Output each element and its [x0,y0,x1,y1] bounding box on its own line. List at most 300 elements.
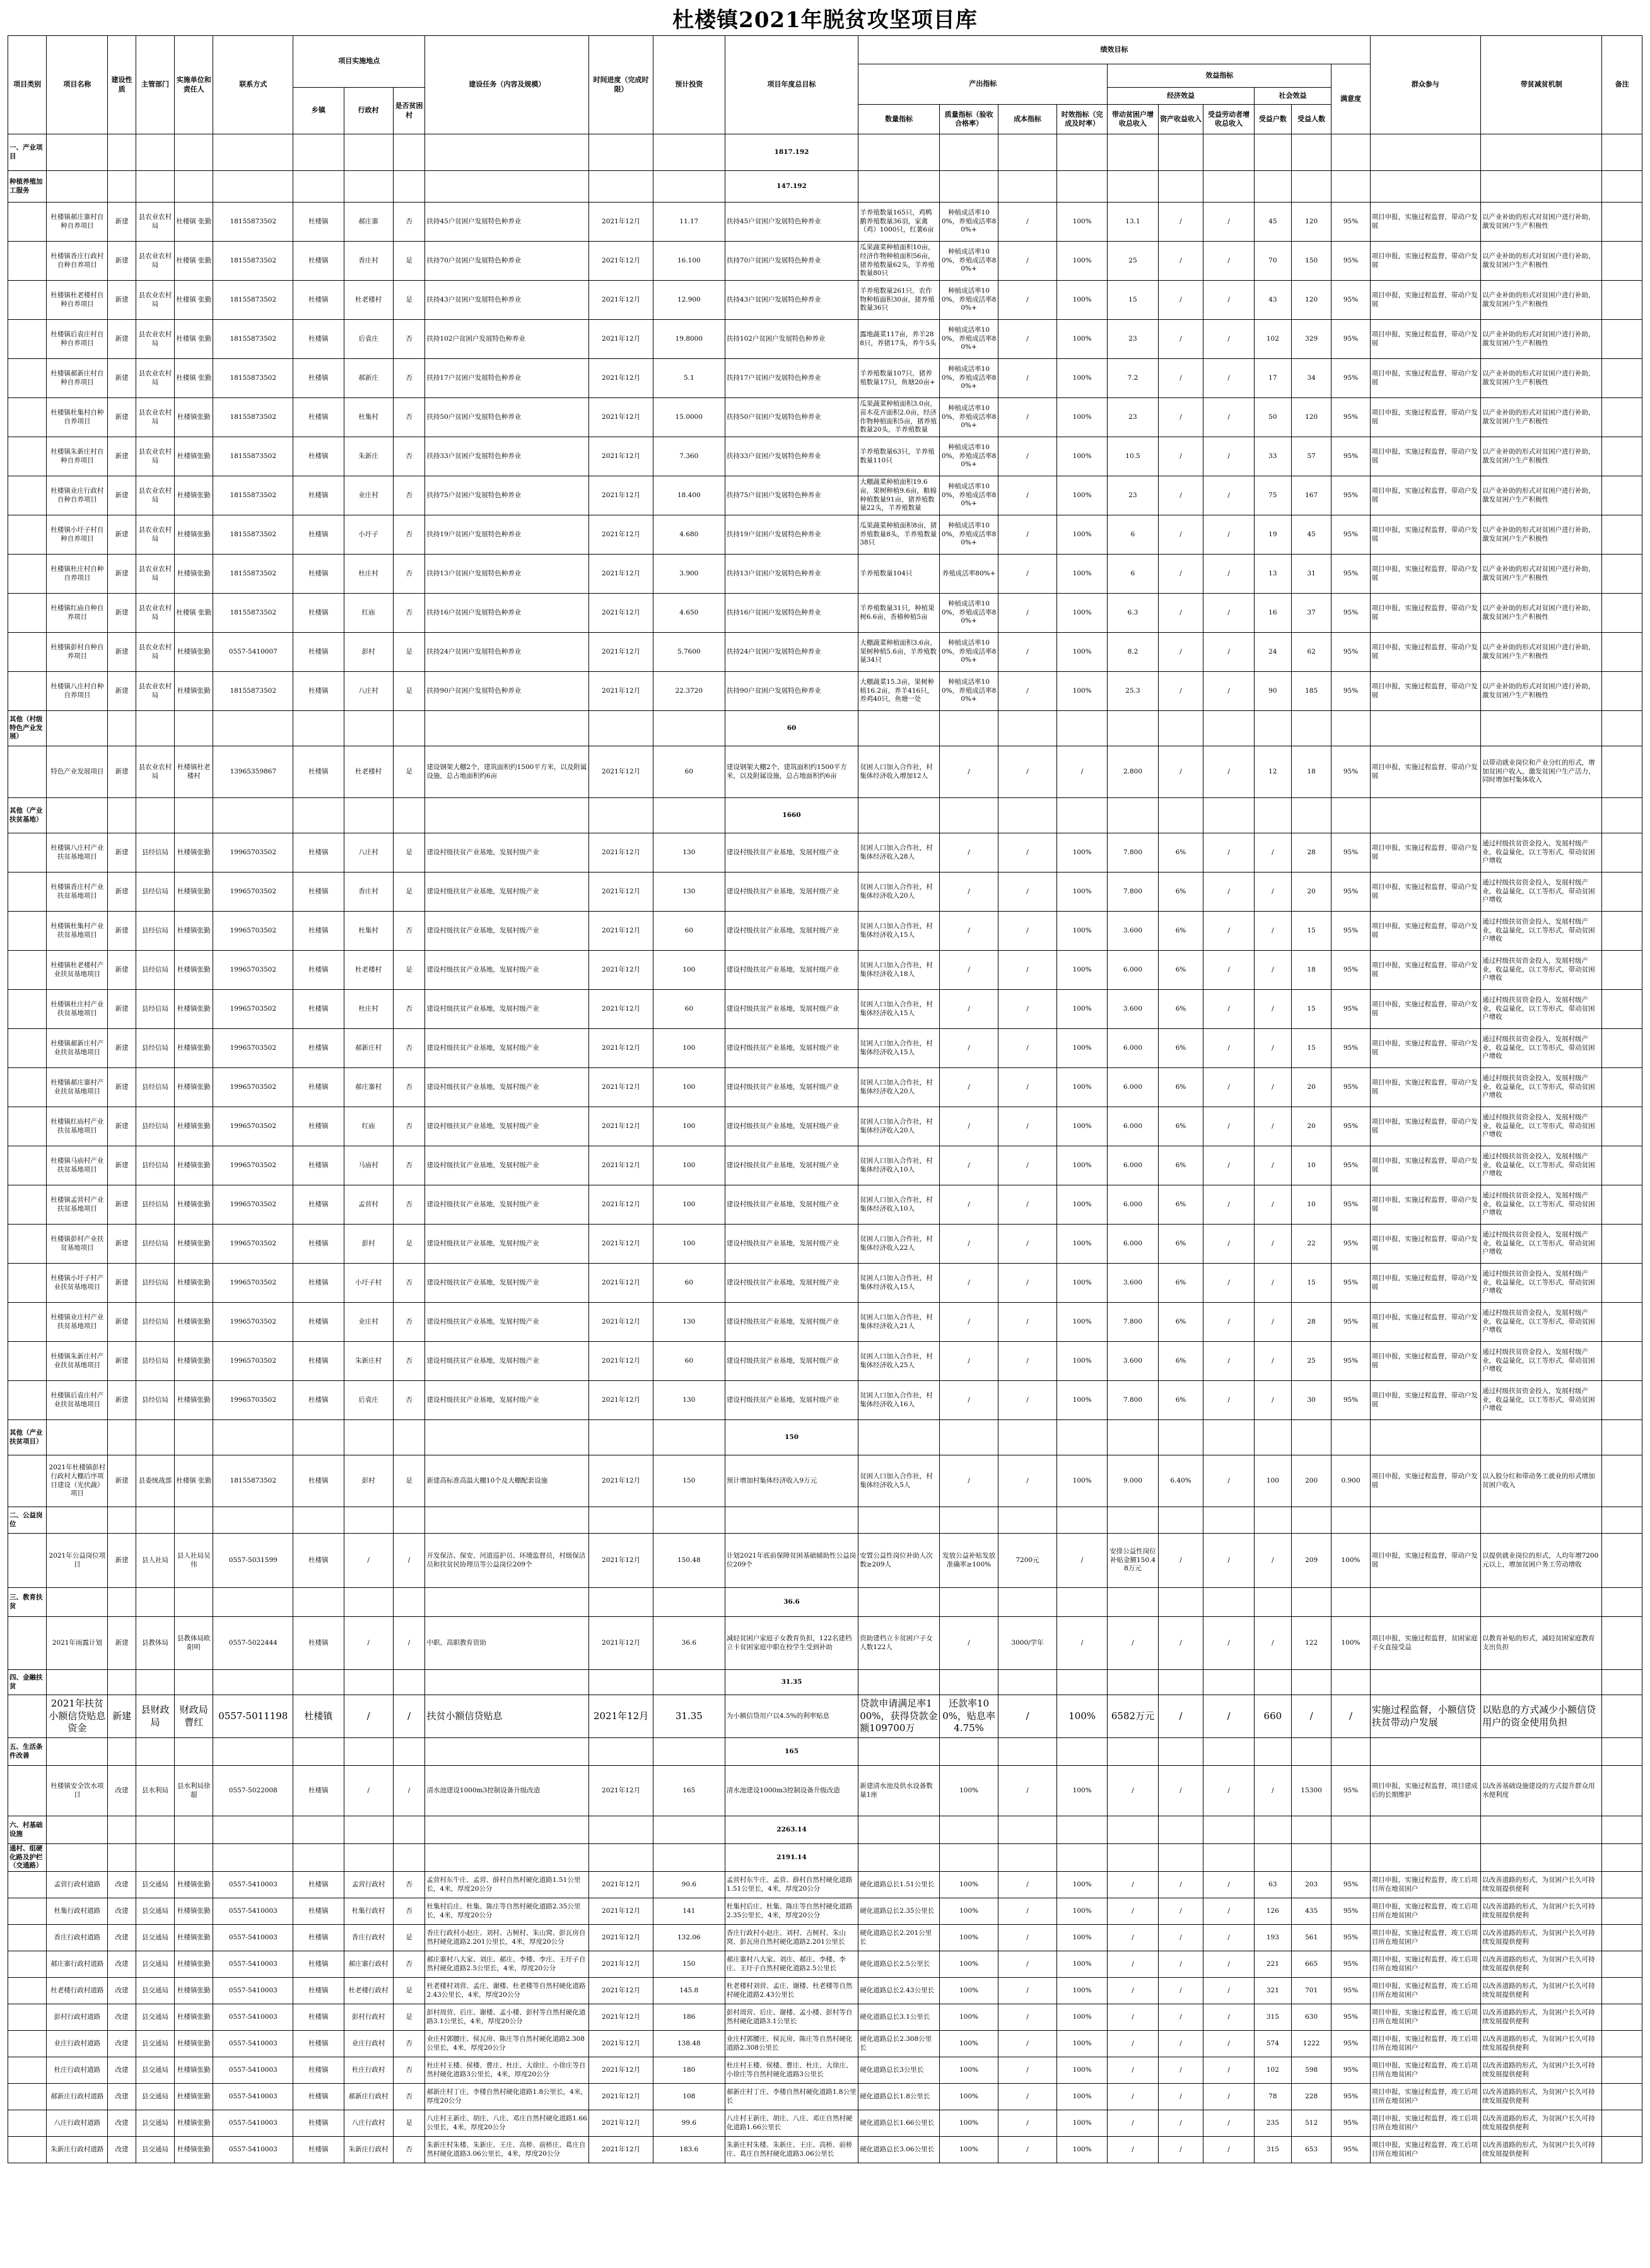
cell-e1: 6.000 [1108,1107,1158,1146]
category-cell [8,1872,47,1898]
cell-mass: 项目申报，实施过程监督，带动户发展 [1370,1225,1480,1264]
cell-mass: 项目申报，实施过程监督，竣工后项目所在地贫困户 [1370,1925,1480,1951]
cell-s1: 100 [1254,1455,1291,1507]
category-cell [8,1029,47,1068]
cell-s2: 120 [1291,398,1331,437]
cell-nature: 新建 [108,242,136,281]
empty-cell [108,711,136,746]
cell-e3: / [1203,2004,1254,2031]
cell-contact: 13965359867 [213,746,293,798]
empty-cell [1331,1588,1370,1617]
cell-dept: 县农业农村局 [136,594,174,633]
category-cell [8,242,47,281]
cell-name: 杜楼镇安全饮水项目 [47,1766,108,1816]
cell-mech: 通过村级扶贫资金投入，发展村级产业，收益量化，以工等形式，带动贫困户增收 [1481,873,1602,912]
category-label: 三、教育扶贫 [8,1588,47,1617]
cell-sat: / [1331,1695,1370,1738]
cell-mech: 以产业补助的形式对贫困户进行补助，激发贫困户生产积极性 [1481,672,1602,711]
cell-content: 建设村级扶贫产业基地，发展村级产业 [425,1381,589,1420]
empty-cell [858,1738,940,1766]
cell-qual: / [940,1381,998,1420]
category-row [8,1420,1642,1455]
empty-cell [1057,1507,1108,1534]
cell-mass: 项目申报，实施过程监督，带动户发展 [1370,320,1480,359]
col-economic: 经济效益 [1108,88,1254,105]
cell-s1: / [1254,1225,1291,1264]
cell-budget: 11.17 [653,203,725,242]
empty-cell [108,134,136,171]
cell-time: 2021年12月 [589,2110,653,2137]
cell-sat: 95% [1331,1303,1370,1342]
empty-cell [940,171,998,203]
col-town: 乡镇 [293,88,344,134]
cell-poor: / [393,1766,425,1816]
empty-cell [1057,711,1108,746]
cell-remark [1602,1146,1642,1185]
cell-tl: / [1057,1617,1108,1670]
cell-s1: / [1254,1534,1291,1588]
empty-cell [1602,798,1642,833]
cell-remark [1602,990,1642,1029]
category-budget: 36.6 [725,1588,858,1617]
cell-s2: 653 [1291,2137,1331,2163]
empty-cell [1158,798,1203,833]
cell-name: 杜楼镇香庄行政村自种自养项目 [47,242,108,281]
cell-time: 2021年12月 [589,912,653,951]
empty-cell [1370,1507,1480,1534]
cell-qual: / [940,873,998,912]
empty-cell [47,1738,108,1766]
table-row [8,242,1642,281]
col-e2: 资产收益收入 [1158,105,1203,134]
cell-e3: / [1203,873,1254,912]
empty-cell [425,1738,589,1766]
cell-budget: 130 [653,1303,725,1342]
empty-cell [175,1588,213,1617]
cell-village: 八庄村 [344,672,393,711]
cell-e2: / [1158,203,1203,242]
cell-contact: 0557-5410003 [213,2137,293,2163]
empty-cell [653,1844,725,1872]
table-row [8,1068,1642,1107]
cell-s1: 12 [1254,746,1291,798]
cell-s2: 10 [1291,1185,1331,1225]
cell-poor: 否 [393,1951,425,1978]
empty-cell [344,1670,393,1695]
cell-goal: 孟营村东牛庄、孟营、薛村自然村硬化道路1.51公里长，4米，厚度20公分 [725,1872,858,1898]
empty-cell [1602,1738,1642,1766]
cell-name: 杜楼镇马庙村产业扶贫基地项目 [47,1146,108,1185]
cell-sat: 95% [1331,2084,1370,2110]
cell-contact: 19965703502 [213,990,293,1029]
cell-village: 彭村行政村 [344,2004,393,2031]
cell-budget: 130 [653,1381,725,1420]
cell-budget: 100 [653,1146,725,1185]
empty-cell [1158,1507,1203,1534]
empty-cell [589,1588,653,1617]
cell-remark [1602,398,1642,437]
cell-content: 扶持24户贫困户发展特色种养业 [425,633,589,672]
cell-mech: 通过村级扶贫资金投入，发展村级产业，收益量化，以工等形式，带动贫困户增收 [1481,990,1602,1029]
cell-mass: 项目申报，实施过程监督，带动户发展 [1370,359,1480,398]
cell-dept: 县交通局 [136,2110,174,2137]
cell-mass: 项目申报，实施过程监督，竣工后项目所在地贫困户 [1370,1951,1480,1978]
cell-sat: 95% [1331,242,1370,281]
cell-contact: 18155873502 [213,672,293,711]
empty-cell [1108,171,1158,203]
cell-tl: 100% [1057,951,1108,990]
category-cell [8,398,47,437]
cell-time: 2021年12月 [589,1185,653,1225]
empty-cell [1254,1844,1291,1872]
category-row [8,171,1642,203]
cell-cost: / [998,833,1057,873]
cell-tl: 100% [1057,1342,1108,1381]
cell-qty: 硬化道路总长2.201公里长 [858,1925,940,1951]
cell-unit: 杜楼镇 张勤 [175,242,213,281]
cell-poor: 是 [393,2004,425,2031]
cell-goal: 扶持19户贫困户发展特色种养业 [725,515,858,555]
empty-cell [175,1670,213,1695]
table-row [8,359,1642,398]
cell-content: 扶持50户贫困户发展特色种养业 [425,398,589,437]
cell-qual: / [940,1107,998,1146]
cell-qty: 贷款申请满足率100%，获得贷款金额109700万 [858,1695,940,1738]
cell-poor: / [393,1617,425,1670]
cell-qual: / [940,1185,998,1225]
cell-mass: 项目申报，实施过程监督，带动户发展 [1370,1185,1480,1225]
cell-s2: 150 [1291,242,1331,281]
cell-content: 杜老楼村刘营、孟庄、谢楼、杜老楼等自然村硬化道路2.43公里长，4米，厚度20公分 [425,1978,589,2004]
cell-s1: 63 [1254,1872,1291,1898]
cell-sat: 95% [1331,2031,1370,2057]
cell-cost: / [998,515,1057,555]
cell-poor: 是 [393,1925,425,1951]
category-row [8,1738,1642,1766]
empty-cell [1481,1507,1602,1534]
cell-qty: 硬化道路总长3.06公里长 [858,2137,940,2163]
cell-poor: 否 [393,912,425,951]
cell-e2: / [1158,2084,1203,2110]
empty-cell [1291,1844,1331,1872]
cell-poor: 是 [393,951,425,990]
empty-cell [293,1588,344,1617]
cell-qty: 羊养殖数量261只，农作物种植面积30亩，猪养殖数量36只 [858,281,940,320]
cell-sat: 95% [1331,437,1370,476]
cell-s1: 17 [1254,359,1291,398]
cell-s1: 16 [1254,594,1291,633]
cell-s1: 315 [1254,2137,1291,2163]
empty-cell [344,134,393,171]
cell-tl: 100% [1057,1978,1108,2004]
cell-mech: 以入股分红和带动务工就业的形式增加贫困户收入 [1481,1455,1602,1507]
cell-content: 建设村级扶贫产业基地，发展村级产业 [425,873,589,912]
cell-e3: / [1203,1978,1254,2004]
cell-unit: 杜楼镇张勤 [175,2004,213,2031]
cell-dept: 县农业农村局 [136,476,174,515]
cell-dept: 县交通局 [136,1925,174,1951]
cell-nature: 改建 [108,2057,136,2084]
cell-qual: 100% [940,2084,998,2110]
cell-e2: / [1158,633,1203,672]
category-budget: 150 [725,1420,858,1455]
empty-cell [1158,1670,1203,1695]
category-cell [8,746,47,798]
cell-poor: 是 [393,1455,425,1507]
empty-cell [425,171,589,203]
col-remark: 备注 [1602,36,1642,134]
cell-poor: 否 [393,203,425,242]
cell-e2: 6% [1158,1303,1203,1342]
cell-nature: 改建 [108,2004,136,2031]
cell-name: 杜楼镇八庄村产业扶贫基地项目 [47,833,108,873]
empty-cell [1602,1816,1642,1844]
empty-cell [47,711,108,746]
cell-qual: / [940,912,998,951]
cell-goal: 建设村级扶贫产业基地，发展村级产业 [725,951,858,990]
cell-qty: 大棚蔬菜种植面积3.6亩，果树种植5.6亩，羊养殖数量34只 [858,633,940,672]
cell-dept: 县经信局 [136,1381,174,1420]
category-cell [8,1381,47,1420]
cell-time: 2021年12月 [589,359,653,398]
cell-qual: / [940,951,998,990]
cell-time: 2021年12月 [589,242,653,281]
cell-contact: 0557-5410007 [213,633,293,672]
cell-poor: 否 [393,990,425,1029]
cell-e3: / [1203,1534,1254,1588]
cell-e3: / [1203,1898,1254,1925]
cell-town: 杜楼镇 [293,359,344,398]
cell-e2: 6.40% [1158,1455,1203,1507]
empty-cell [108,1844,136,1872]
col-mechanism: 带贫减贫机制 [1481,36,1602,134]
cell-contact: 19965703502 [213,912,293,951]
cell-name: 杜楼镇朱新庄村自种自养项目 [47,437,108,476]
cell-tl: 100% [1057,359,1108,398]
cell-e1: 6.000 [1108,1225,1158,1264]
cell-mass: 项目申报，实施过程监督，带动户发展 [1370,1107,1480,1146]
cell-town: 杜楼镇 [293,1951,344,1978]
cell-unit: 杜楼镇杜老楼村 [175,746,213,798]
cell-name: 杜楼镇小圩子村自种自养项目 [47,515,108,555]
cell-e1: / [1108,2137,1158,2163]
cell-mech: 以产业补助的形式对贫困户进行补助，激发贫困户生产积极性 [1481,242,1602,281]
cell-contact: 0557-5410003 [213,2004,293,2031]
cell-unit: 杜楼镇张勤 [175,2057,213,2084]
cell-e3: / [1203,951,1254,990]
cell-town: 杜楼镇 [293,1534,344,1588]
cell-tl: 100% [1057,912,1108,951]
category-label: 其他（产业扶贫项目） [8,1420,47,1455]
col-quality: 质量指标（验收合格率） [940,105,998,134]
empty-cell [1602,171,1642,203]
cell-budget: 4.680 [653,515,725,555]
cell-content: 扶持13户贫困户发展特色种养业 [425,555,589,594]
cell-qual: / [940,990,998,1029]
cell-poor: 否 [393,1029,425,1068]
cell-sat: 100% [1331,1534,1370,1588]
category-cell [8,1534,47,1588]
cell-unit: 杜楼镇张勤 [175,1264,213,1303]
cell-town: 杜楼镇 [293,833,344,873]
cell-s2: 1222 [1291,2031,1331,2057]
cell-unit: 财政局曹红 [175,1695,213,1738]
category-cell [8,555,47,594]
cell-qty: 贫困人口加入合作社，村集体经济收入18人 [858,951,940,990]
empty-cell [393,1507,425,1534]
cell-goal: 预计增加村集体经济收入9万元 [725,1455,858,1507]
cell-unit: 杜楼镇张勤 [175,2084,213,2110]
cell-goal: 扶持75户贫困户发展特色种养业 [725,476,858,515]
cell-contact: 18155873502 [213,281,293,320]
empty-cell [1291,171,1331,203]
cell-s1: 50 [1254,398,1291,437]
cell-budget: 141 [653,1898,725,1925]
cell-nature: 新建 [108,951,136,990]
cell-name: 杜楼镇杜集村产业扶贫基地项目 [47,912,108,951]
cell-mech: 以产业补助的形式对贫困户进行补助，激发贫困户生产积极性 [1481,555,1602,594]
cell-contact: 18155873502 [213,515,293,555]
cell-name: 杜楼镇朱新庄村产业扶贫基地项目 [47,1342,108,1381]
col-cost: 成本指标 [998,105,1057,134]
cell-e1: 7.800 [1108,1303,1158,1342]
cell-e3: / [1203,633,1254,672]
cell-cost: / [998,2031,1057,2057]
empty-cell [653,711,725,746]
empty-cell [1203,171,1254,203]
cell-qual: 100% [940,1978,998,2004]
cell-unit: 杜楼镇张勤 [175,2137,213,2163]
cell-budget: 12.900 [653,281,725,320]
cell-village: 八庄行政村 [344,2110,393,2137]
category-cell [8,833,47,873]
cell-budget: 60 [653,990,725,1029]
cell-remark [1602,1951,1642,1978]
cell-dept: 县经信局 [136,1146,174,1185]
cell-s2: 203 [1291,1872,1331,1898]
cell-e1: 3.600 [1108,1342,1158,1381]
cell-time: 2021年12月 [589,833,653,873]
cell-unit: 杜楼镇张勤 [175,2031,213,2057]
empty-cell [858,798,940,833]
cell-mech: 以产业补助的形式对贫困户进行补助，激发贫困户生产积极性 [1481,594,1602,633]
empty-cell [47,1670,108,1695]
cell-contact: 0557-5410003 [213,2031,293,2057]
cell-poor: 否 [393,1107,425,1146]
cell-content: 建设村级扶贫产业基地，发展村级产业 [425,1342,589,1381]
cell-unit: 杜楼镇 张勤 [175,1455,213,1507]
empty-cell [47,171,108,203]
cell-e1: / [1108,1898,1158,1925]
cell-s1: 102 [1254,320,1291,359]
cell-budget: 145.8 [653,1978,725,2004]
cell-qty: 硬化道路总长3.1公里长 [858,2004,940,2031]
cell-name: 杜楼镇业庄行政村自种自养项目 [47,476,108,515]
cell-poor: 是 [393,281,425,320]
cell-time: 2021年12月 [589,437,653,476]
empty-cell [213,1588,293,1617]
cell-e2: 6% [1158,1185,1203,1225]
empty-cell [1291,711,1331,746]
cell-unit: 杜楼镇 张勤 [175,359,213,398]
cell-budget: 15.0000 [653,398,725,437]
cell-qty: 硬化道路总长1.66公里长 [858,2110,940,2137]
cell-s1: / [1254,873,1291,912]
cell-s2: 18 [1291,951,1331,990]
cell-goal: 香庄行政村小赵庄、刘村、古树村、朱山窝、彭瓦房自然村硬化道路2.201公里长 [725,1925,858,1951]
empty-cell [344,171,393,203]
cell-tl: 100% [1057,1185,1108,1225]
cell-mech: 以改善道路的形式，为贫困户长久可持续发展提供便利 [1481,1978,1602,2004]
empty-cell [175,1738,213,1766]
cell-s2: 30 [1291,1381,1331,1420]
cell-qual: 100% [940,2057,998,2084]
cell-dept: 县交通局 [136,1872,174,1898]
empty-cell [1291,1670,1331,1695]
cell-nature: 新建 [108,1107,136,1146]
cell-dept: 县交通局 [136,2084,174,2110]
cell-s1: 315 [1254,2004,1291,2031]
empty-cell [293,1420,344,1455]
empty-cell [1481,171,1602,203]
cell-sat: 95% [1331,203,1370,242]
cell-e3: / [1203,1185,1254,1225]
cell-s1: / [1254,1185,1291,1225]
cell-unit: 杜楼镇张勤 [175,633,213,672]
category-cell [8,437,47,476]
cell-tl: 100% [1057,1766,1108,1816]
table-row [8,1107,1642,1146]
cell-village: 朱新庄村 [344,1342,393,1381]
cell-remark [1602,1303,1642,1342]
cell-content: 建设村级扶贫产业基地，发展村级产业 [425,912,589,951]
cell-goal: 建设村级扶贫产业基地，发展村级产业 [725,912,858,951]
cell-time: 2021年12月 [589,672,653,711]
cell-nature: 新建 [108,1534,136,1588]
category-cell [8,515,47,555]
cell-tl: 100% [1057,2031,1108,2057]
cell-village: 郝新庄行政村 [344,2084,393,2110]
cell-time: 2021年12月 [589,1225,653,1264]
cell-cost: / [998,1695,1057,1738]
cell-cost: / [998,1872,1057,1898]
cell-town: 杜楼镇 [293,398,344,437]
cell-time: 2021年12月 [589,1617,653,1670]
cell-poor: 否 [393,555,425,594]
cell-contact: 19965703502 [213,1029,293,1068]
cell-village: 后袁庄 [344,1381,393,1420]
cell-name: 杜楼镇郝新庄村产业扶贫基地项目 [47,1029,108,1068]
cell-qual: 种植成活率100%，养殖成活率80%+ [940,359,998,398]
cell-tl: / [1057,746,1108,798]
cell-s1: 235 [1254,2110,1291,2137]
cell-town: 杜楼镇 [293,1029,344,1068]
cell-s2: 209 [1291,1534,1331,1588]
cell-town: 杜楼镇 [293,515,344,555]
table-row [8,1342,1642,1381]
cell-sat: 95% [1331,2057,1370,2084]
cell-e2: 6% [1158,1107,1203,1146]
cell-budget: 108 [653,2084,725,2110]
cell-contact: 0557-5410003 [213,1872,293,1898]
col-content: 建设任务（内容及规模） [425,36,589,134]
cell-contact: 0557-5410003 [213,1925,293,1951]
cell-e1: 6.000 [1108,951,1158,990]
empty-cell [1370,1738,1480,1766]
cell-village: 杜庄村 [344,990,393,1029]
cell-e2: / [1158,476,1203,515]
empty-cell [293,1670,344,1695]
